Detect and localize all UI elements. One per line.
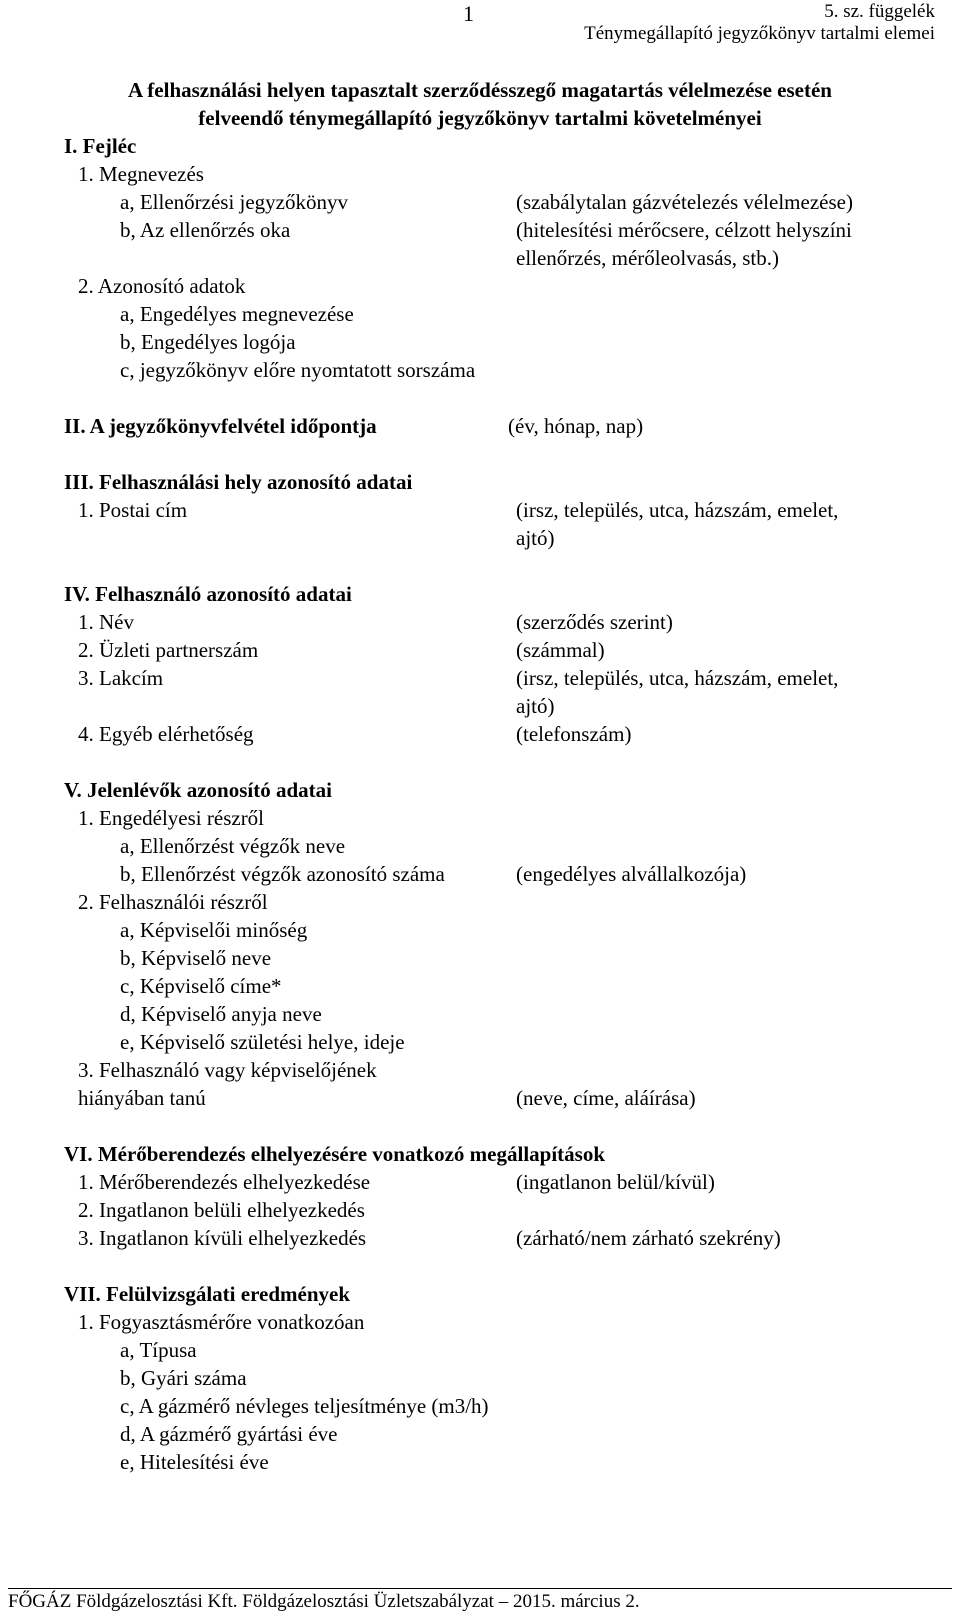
section-7-item-1a: a, Típusa [120,1338,197,1362]
section-6-item-1: 1. Mérőberendezés elhelyezkedése [78,1170,371,1194]
section-1-item-1a: a, Ellenőrzési jegyzőkönyv [120,190,349,214]
section-5-item-3-line-1: 3. Felhasználó vagy képviselőjének [78,1058,377,1082]
section-1-item-2c: c, jegyzőkönyv előre nyomtatott sorszáma [120,358,476,382]
section-4-item-4-note: (telefonszám) [516,722,632,746]
section-5-item-2a: a, Képviselői minőség [120,918,308,942]
section-5-item-1b-note: (engedélyes alvállalkozója) [516,862,747,886]
section-4-heading: IV. Felhasználó azonosító adatai [64,582,352,606]
appendix-label: 5. sz. függelék [824,1,935,22]
section-3-item-1: 1. Postai cím [78,498,188,522]
section-4-item-3-note-1: (irsz, település, utca, házszám, emelet, [516,666,839,690]
section-4-item-1-note: (szerződés szerint) [516,610,673,634]
section-1-item-1a-note: (szabálytalan gázvételezés vélelmezése) [516,190,853,214]
section-3-heading: III. Felhasználási hely azonosító adatai [64,470,413,494]
section-4-item-2: 2. Üzleti partnerszám [78,638,259,662]
section-5-item-2b: b, Képviselő neve [120,946,272,970]
section-1-item-1: 1. Megnevezés [78,162,204,186]
section-5-item-3-line-2: hiányában tanú [78,1086,206,1110]
section-6-heading: VI. Mérőberendezés elhelyezésére vonatkozó megállapítások [64,1142,606,1166]
section-1-item-2b: b, Engedélyes logója [120,330,296,354]
section-1-item-2a: a, Engedélyes megnevezése [120,302,354,326]
section-1-heading: I. Fejléc [64,134,137,158]
section-7-heading: VII. Felülvizsgálati eredmények [64,1282,351,1306]
section-4-item-1: 1. Név [78,610,134,634]
page-number: 1 [463,1,474,26]
section-5-heading: V. Jelenlévők azonosító adatai [64,778,332,802]
section-3-item-1-note-1: (irsz, település, utca, házszám, emelet, [516,498,839,522]
section-4-item-3: 3. Lakcím [78,666,164,690]
section-5-item-2: 2. Felhasználói részről [78,890,268,914]
section-6-item-3-note: (zárható/nem zárható szekrény) [516,1226,781,1250]
section-5-item-3-note: (neve, címe, aláírása) [516,1086,696,1110]
document-title-line-2: felveendő ténymegállapító jegyzőkönyv tartalmi követelményei [198,106,762,130]
appendix-subtitle: Ténymegállapító jegyzőkönyv tartalmi elemei [584,23,935,44]
section-4-item-3-note-2: ajtó) [516,694,555,718]
section-1-item-1b-note-1: (hitelesítési mérőcsere, célzott helyszíni [516,218,852,242]
section-6-item-1-note: (ingatlanon belül/kívül) [516,1170,715,1194]
section-5-item-2e: e, Képviselő születési helye, ideje [120,1030,405,1054]
section-7-item-1b: b, Gyári száma [120,1366,247,1390]
section-4-item-4: 4. Egyéb elérhetőség [78,722,254,746]
document-title-line-1: A felhasználási helyen tapasztalt szerződésszegő magatartás vélelmezése esetén [128,78,832,102]
section-6-item-3: 3. Ingatlanon kívüli elhelyezkedés [78,1226,367,1250]
section-2-note: (év, hónap, nap) [508,414,644,438]
section-4-item-2-note: (számmal) [516,638,605,662]
section-3-item-1-note-2: ajtó) [516,526,555,550]
section-1-item-2: 2. Azonosító adatok [78,274,246,298]
section-7-item-1: 1. Fogyasztásmérőre vonatkozóan [78,1310,365,1334]
section-5-item-1b: b, Ellenőrzést végzők azonosító száma [120,862,445,886]
section-1-item-1b-note-2: ellenőrzés, mérőleolvasás, stb.) [516,246,779,270]
section-5-item-2d: d, Képviselő anyja neve [120,1002,322,1026]
page-footer: FŐGÁZ Földgázelosztási Kft. Földgázelosztási Üzletszabályzat – 2015. március 2. [8,1591,640,1612]
section-5-item-1: 1. Engedélyesi részről [78,806,265,830]
section-5-item-2c: c, Képviselő címe* [120,974,282,998]
section-1-item-1b: b, Az ellenőrzés oka [120,218,291,242]
section-6-item-2: 2. Ingatlanon belüli elhelyezkedés [78,1198,365,1222]
section-7-item-1e: e, Hitelesítési éve [120,1450,269,1474]
section-5-item-1a: a, Ellenőrzést végzők neve [120,834,346,858]
section-2-heading: II. A jegyzőkönyvfelvétel időpontja [64,414,377,438]
section-7-item-1d: d, A gázmérő gyártási éve [120,1422,338,1446]
section-7-item-1c: c, A gázmérő névleges teljesítménye (m3/h) [120,1394,489,1418]
